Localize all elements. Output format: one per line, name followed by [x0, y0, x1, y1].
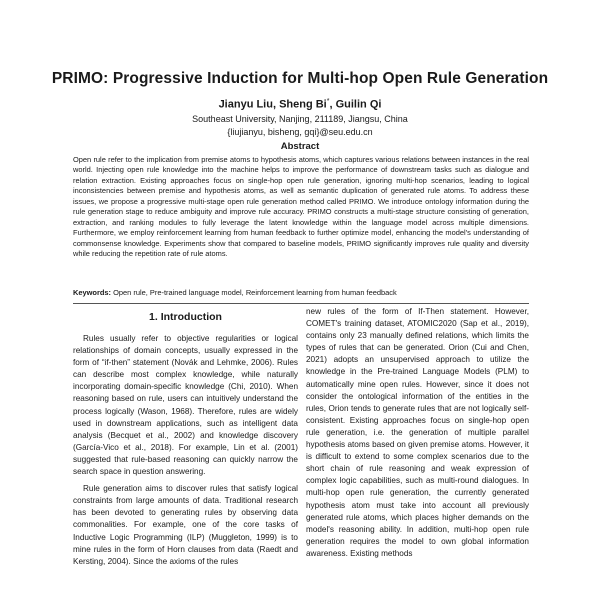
- intro-paragraph-2: Rule generation aims to discover rules that satisfy logical constraints from large amounts of data. Traditional research has been devoted to generating rules by observing data commonalities. For example, one of the core tasks of Inductive Logic Programming (ILP) (Muggleton, 1999) is to mine rules in the form of Horn clauses from data (Raedt and Kersting, 2004). Since the axioms of the rules: [73, 484, 298, 566]
- author-emails: {liujianyu, bisheng, gqi}@seu.edu.cn: [227, 127, 373, 137]
- corresponding-author-mark: *: [326, 98, 330, 105]
- right-column: [306, 306, 529, 560]
- keywords-label: Keywords:: [73, 288, 112, 297]
- intro-paragraph-1: Rules usually refer to objective regularities or logical relationships of domain concepts, usually expressed in the form of “if-then” statement (Novák and Lehmke, 2006). Rules can describe most complex knowledge, while naturally incorporating domain-specific knowledge (Chi, 2010). When reasoning based on rule, users can intuitively understand the process logically (Wason, 1968). Therefore, rules are widely used in downstream applications, such as intelligent data analysis (Becquet et al., 2002) and knowledge discovery (García-Vico et al., 2018). For example, Lin et al. (2001) suggested that rule-based reasoning can quickly narrow the search space in question answering.: [73, 334, 298, 477]
- paper-title: PRIMO: Progressive Induction for Multi-hop Open Rule Generation: [51, 70, 549, 87]
- authors-secondary: , Guilin Qi: [329, 98, 382, 111]
- section-heading-introduction: 1. Introduction: [149, 311, 222, 323]
- affiliation: Southeast University, Nanjing, 211189, Jiangsu, China: [192, 114, 408, 124]
- section-divider: [73, 303, 529, 304]
- authors-primary: Jianyu Liu, Sheng Bi: [218, 98, 327, 111]
- keywords-line: [73, 288, 529, 298]
- author-list: [0, 98, 600, 111]
- abstract-text: Open rule refer to the implication from premise atoms to hypothesis atoms, which captures various relations between instances in the real world. Injecting open rule knowledge into the machine helps to improve the performance of downstream tasks such as dialogue and relation extraction. Existing approaches focus on single-hop open rule generation, ignoring multi-hop scenarios, leading to logical inconsistencies between premise and hypothesis atoms, as well as semantic duplication of generated rule atoms. To address these issues, we propose a progressive multi-stage open rule generation method called PRIMO. We introduce ontology information during the rule generation stage to reduce ambiguity and improve rule accuracy. PRIMO constructs a multi-stage structure consisting of generation, extraction, and ranking modules to fully leverage the latent knowledge within the language model across multiple dimensions. Furthermore, we employ reinforcement learning from human feedback to further optimize model, enhancing the model's understanding of commonsense knowledge. Experiments show that compared to baseline models, PRIMO significantly improves rule quality and diversity while reducing the repetition rate of rule atoms.: [73, 155, 529, 259]
- abstract-heading: Abstract: [280, 141, 320, 152]
- intro-paragraph-continued: new rules of the form of If-Then statement. However, COMET's training dataset, ATOMIC2020 (Sap et al., 2019), contains only 23 manually defined relations, which limits the types of rules that can be generated. Orion (Cui and Chen, 2021) adopts an unsupervised approach to utilize the knowledge in the Pre-trained Language Models (PLM) to automatically mine open rules. However, since it does not consider the ontological information of the entities in the rules, Orion tends to generate rules that are not logically self-consistent. Existing approaches focus on single-hop open rule generation, i.e. the generation of multiple parallel hypothesis atoms based on given premise atoms. However, it is difficult to extend to some complex scenarios due to the short chain of rule reasoning and weak expression of complex logic capabilities, such as multi-round dialogues. In multi-hop open rule generation, the currently generated hypothesis atom must take into account all previously generated rule atoms, which places higher demands on the model's reasoning ability. In addition, multi-hop open rule generation requires the model to own global information awareness. Existing methods: [306, 307, 529, 558]
- keywords-list: Open rule, Pre-trained language model, Reinforcement learning from human feedback: [111, 288, 397, 297]
- left-column: [73, 333, 298, 568]
